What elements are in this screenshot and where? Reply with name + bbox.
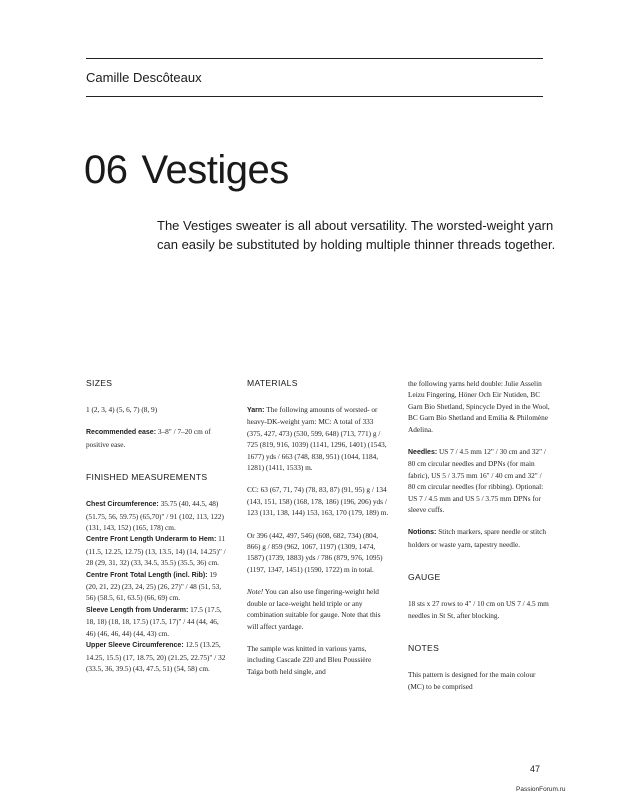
measurement-item (86, 569, 228, 604)
yarn-label: Yarn: (247, 407, 265, 414)
measurement-label: Chest Circumference: (86, 501, 159, 509)
pattern-name: Vestiges (141, 148, 289, 192)
note-paragraph (247, 586, 389, 632)
notions-text: Stitch markers, spare needle or stitch holders or waste yarn, tapestry needle. (408, 527, 547, 549)
top-rule (86, 58, 543, 59)
page-number: 47 (530, 764, 541, 774)
pattern-number: 06 (84, 148, 128, 192)
measurement-text: 11 (11.5, 12.25, 12.75) (13, 13.5, 14) (14, 14.25)" / 28 (29, 31, 32) (33, 34.5, 35.5) (35.5, 36) cm. (86, 534, 226, 568)
designer-name: Camille Descôteaux (86, 70, 202, 85)
intro-paragraph: The Vestiges sweater is all about versatility. The worsted-weight yarn can easily be substituted by holding multiple thinner threads together. (157, 218, 556, 252)
measurement-label: Centre Front Total Length (incl. Rib): (86, 571, 208, 579)
notes-text: This pattern is designed for the main colour (MC) to be comprised (408, 670, 536, 691)
cc-paragraph: CC: 63 (67, 71, 74) (78, 83, 87) (91, 95) g / 134 (143, 151, 158) (168, 178, 186) (196, 206) yds / 123 (131, 138, 144) 153, 163, 170 (179, 189) m. (247, 485, 389, 518)
measurement-label: Centre Front Length Underarm to Hem: (86, 536, 217, 544)
needles-label: Needles: (408, 449, 438, 457)
needles-paragraph (408, 446, 550, 515)
sizes-heading: SIZES (86, 378, 113, 388)
measurement-item (86, 533, 228, 568)
gauge-text: 18 sts x 27 rows to 4" / 10 cm on US 7 / 4.5 mm needles in St St, after blocking. (408, 599, 549, 620)
yarn-paragraph (247, 404, 389, 473)
finished-heading: FINISHED MEASUREMENTS (86, 472, 208, 483)
notions-label: Notions: (408, 529, 437, 537)
measurement-item (86, 498, 228, 533)
sample-continued: the following yarns held double: Julie Asselin Leizu Fingering, Höner Och Eir Nutiden, BC Garn Bio Shetland, Spincycle Dyed in the Wool, BC Garn Bio Shetland and Emilia & Philomène Adelina. (408, 379, 550, 434)
total-paragraph: Or 396 (442, 497, 546) (608, 682, 734) (804, 866) g / 859 (962, 1067, 1197) (1309, 1474, 1587) (1739, 1883) yds / 786 (879, 976, 1095) (1197, 1347, 1451) (1590, 1722) m in total. (247, 530, 383, 574)
sizes-list: 1 (2, 3, 4) (5, 6, 7) (8, 9) (86, 405, 158, 414)
measurement-text: 19 (20, 21, 22) (23, 24, 25) (26, 27)" / 48 (51, 53, 56) (58.5, 61, 63.5) (66, 69) cm. (86, 569, 222, 603)
yarn-text: The following amounts of worsted- or heavy-DK-weight yarn: MC: A total of 333 (375, 427, 473) (530, 599, 648) (713, 771) g / 725 (819, 916, 1039) (1141, 1296, 1401) (1543, 1677) yds / 663 (748, 838, 951) (1044, 1184, 1281) (1411, 1533) m. (247, 405, 387, 473)
note-text: You can also use fingering-weight held double or lace-weight held triple or any combination suitable for gauge. Note that this will affect yardage. (247, 587, 381, 631)
pattern-title (84, 148, 289, 193)
measurement-item (86, 639, 228, 674)
measurement-label: Sleeve Length from Underarm: (86, 606, 189, 614)
column-sizes (86, 378, 228, 674)
designer-rule (86, 96, 543, 97)
column-continued (408, 378, 550, 692)
notes-heading: NOTES (408, 643, 440, 654)
note-label: Note! (247, 587, 264, 597)
ease-label: Recommended ease: (86, 429, 157, 437)
materials-heading: MATERIALS (247, 378, 298, 388)
recommended-ease (86, 426, 228, 450)
sample-paragraph: The sample was knitted in various yarns, including Cascade 220 and Bleu Poussière Taïga both held single, and (247, 643, 372, 676)
column-materials (247, 378, 389, 677)
measurement-label: Upper Sleeve Circumference: (86, 642, 184, 650)
needles-text: US 7 / 4.5 mm 12" / 30 cm and 32" / 80 cm circular needles and DPNs (for main fabric), US 5 / 3.75 mm 16" / 40 cm and 32" / 80 cm circular needles (for ribbing). Optional: US 7 / 4.5 mm and US 5 / 3.75 mm DPNs for sleeve cuffs. (408, 447, 546, 515)
notions-paragraph (408, 526, 550, 550)
ease-text: 3–8" / 7–20 cm of positive ease. (86, 427, 211, 449)
measurement-item (86, 604, 228, 639)
measurement-text: 17.5 (17.5, 18, 18) (18, 18, 17.5) (17.5, 17)" / 44 (44, 46, 46) (46, 46, 44) (44, 43) cm. (86, 604, 222, 638)
watermark: PassionForum.ru (516, 786, 566, 793)
measurement-text: 35.75 (40, 44.5, 48) (51.75, 56, 59.75) (65,70)" / 91 (102, 113, 122) (131, 143, 152) (165, 178) cm. (86, 499, 224, 533)
measurement-text: 12.5 (13.25, 14.25, 15.5) (17, 18.75, 20) (21.25, 22.75)" / 32 (33.5, 36, 39.5) (43, 47.5, 51) (54, 58) cm. (86, 640, 226, 673)
gauge-heading: GAUGE (408, 572, 441, 583)
